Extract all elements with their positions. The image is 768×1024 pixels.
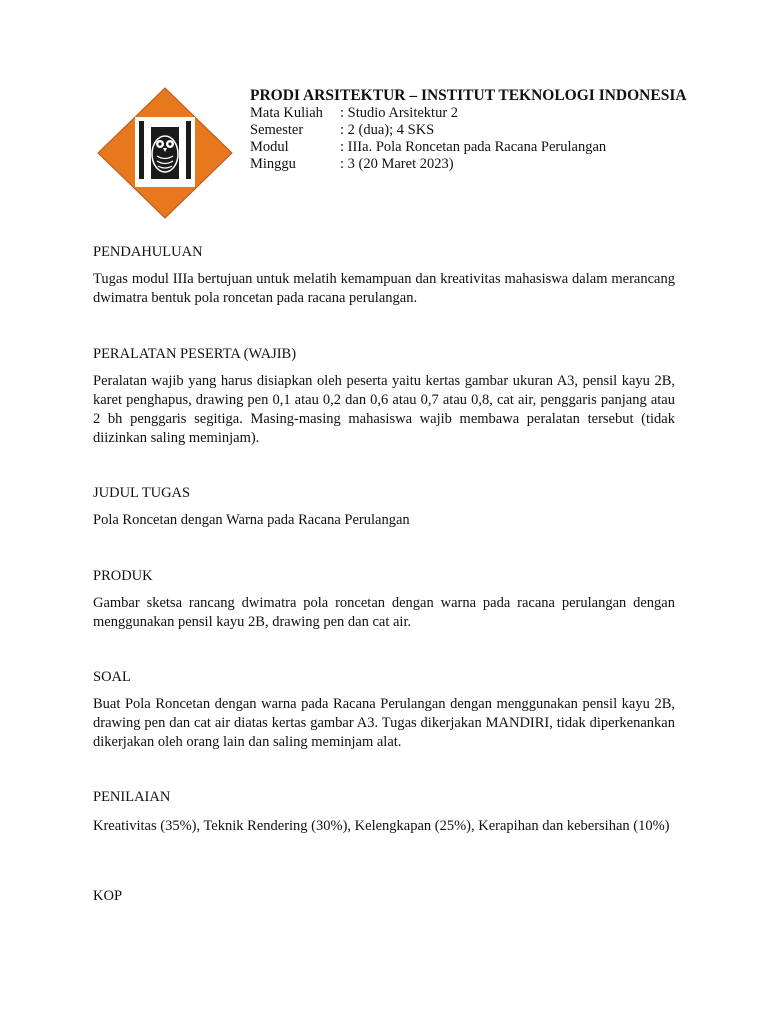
- meta-row-mata-kuliah: [250, 105, 710, 122]
- header-title: PRODI ARSITEKTUR – INSTITUT TEKNOLOGI INDONESIA: [250, 87, 687, 104]
- meta-row-minggu: [250, 156, 710, 173]
- meta-value: : Studio Arsitektur 2: [340, 105, 459, 121]
- meta-value: : 2 (dua); 4 SKS: [340, 122, 435, 138]
- body-pendahuluan: Tugas modul IIIa bertujuan untuk melatih kemampuan dan kreativitas mahasiswa dalam merancang dwimatra bentuk pola roncetan pada racana perulangan.: [93, 271, 675, 306]
- meta-row-modul: [250, 139, 710, 156]
- heading-penilaian: PENILAIAN: [93, 789, 171, 805]
- owl-emblem: [152, 136, 178, 172]
- meta-value: : 3 (20 Maret 2023): [340, 156, 454, 172]
- institute-logo: [97, 87, 233, 219]
- meta-label: Minggu: [250, 156, 296, 172]
- body-soal: Buat Pola Roncetan dengan warna pada Racana Perulangan dengan menggunakan pensil kayu 2B, drawing pen dan cat air diatas kertas gambar A3. Tugas dikerjakan MANDIRI, tidak diperkenankan dikerjakan oleh orang lain dan saling meminjam alat.: [93, 696, 675, 750]
- heading-pendahuluan: PENDAHULUAN: [93, 244, 203, 260]
- document-header: [250, 86, 710, 173]
- heading-produk: PRODUK: [93, 568, 153, 584]
- body-penilaian: Kreativitas (35%), Teknik Rendering (30%), Kelengkapan (25%), Kerapihan dan kebersihan (10%): [93, 818, 670, 834]
- meta-label: Modul: [250, 139, 289, 155]
- meta-value: : IIIa. Pola Roncetan pada Racana Perulangan: [340, 139, 607, 155]
- body-produk: Gambar sketsa rancang dwimatra pola roncetan dengan warna pada racana perulangan dengan menggunakan pensil kayu 2B, drawing pen dan cat air.: [93, 595, 675, 630]
- heading-peralatan: PERALATAN PESERTA (WAJIB): [93, 346, 297, 362]
- heading-judul-tugas: JUDUL TUGAS: [93, 485, 191, 501]
- meta-label: Semester: [250, 122, 304, 138]
- heading-kop: KOP: [93, 888, 123, 904]
- heading-soal: SOAL: [93, 669, 131, 685]
- body-judul-tugas: Pola Roncetan dengan Warna pada Racana Perulangan: [93, 512, 410, 528]
- meta-label: Mata Kuliah: [250, 105, 323, 121]
- body-peralatan: Peralatan wajib yang harus disiapkan oleh peserta yaitu kertas gambar ukuran A3, pensil kayu 2B, karet penghapus, drawing pen 0,1 atau 0,2 dan 0,6 atau 0,7 atau 0,8, cat air, penggaris panjang atau 2 bh penggaris segitiga. Masing-masing mahasiswa wajib membawa peralatan tersebut (tidak diizinkan saling meminjam).: [93, 373, 675, 446]
- meta-row-semester: [250, 122, 710, 139]
